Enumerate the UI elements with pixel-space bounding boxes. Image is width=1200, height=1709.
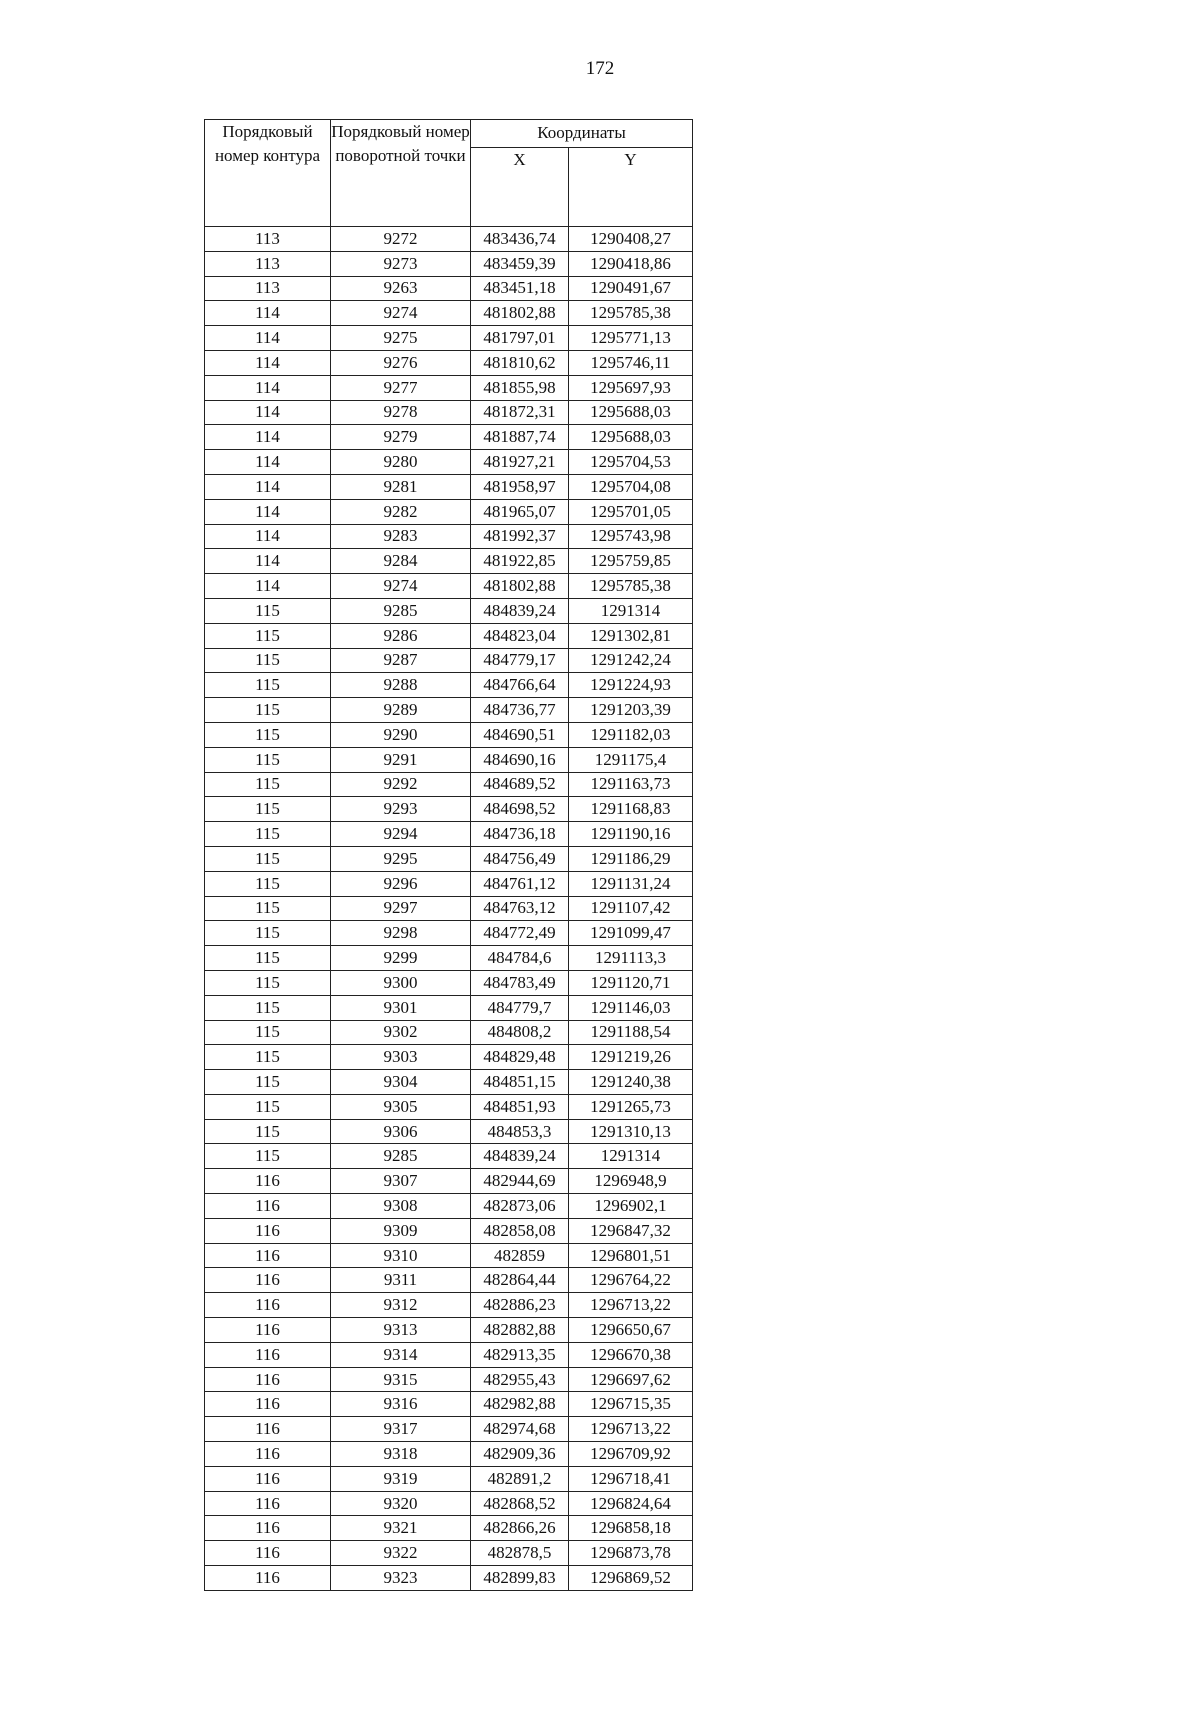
point-number-cell: 9305 xyxy=(331,1094,471,1119)
point-number-cell: 9289 xyxy=(331,698,471,723)
y-coordinate-cell: 1291265,73 xyxy=(569,1094,693,1119)
point-number-cell: 9285 xyxy=(331,598,471,623)
point-number-cell: 9299 xyxy=(331,946,471,971)
table-row xyxy=(205,921,693,946)
table-row xyxy=(205,1243,693,1268)
x-coordinate-cell: 483459,39 xyxy=(471,251,569,276)
y-coordinate-cell: 1291175,4 xyxy=(569,747,693,772)
y-coordinate-cell: 1296764,22 xyxy=(569,1268,693,1293)
point-number-cell: 9313 xyxy=(331,1318,471,1343)
table-row xyxy=(205,896,693,921)
point-number-cell: 9280 xyxy=(331,450,471,475)
point-number-cell: 9281 xyxy=(331,474,471,499)
table-row xyxy=(205,450,693,475)
table-row xyxy=(205,846,693,871)
y-coordinate-cell: 1295759,85 xyxy=(569,549,693,574)
contour-number-cell: 115 xyxy=(205,747,331,772)
table-row xyxy=(205,326,693,351)
y-coordinate-cell: 1296847,32 xyxy=(569,1218,693,1243)
y-coordinate-cell: 1296709,92 xyxy=(569,1442,693,1467)
x-coordinate-cell: 482866,26 xyxy=(471,1516,569,1541)
x-coordinate-cell: 481797,01 xyxy=(471,326,569,351)
point-number-cell: 9300 xyxy=(331,970,471,995)
contour-number-cell: 114 xyxy=(205,450,331,475)
x-coordinate-cell: 483451,18 xyxy=(471,276,569,301)
contour-number-cell: 114 xyxy=(205,549,331,574)
contour-number-cell: 115 xyxy=(205,970,331,995)
point-number-cell: 9285 xyxy=(331,1144,471,1169)
point-number-cell: 9321 xyxy=(331,1516,471,1541)
x-coordinate-cell: 481927,21 xyxy=(471,450,569,475)
point-number-cell: 9293 xyxy=(331,797,471,822)
table-row xyxy=(205,648,693,673)
contour-number-cell: 116 xyxy=(205,1516,331,1541)
point-number-cell: 9311 xyxy=(331,1268,471,1293)
contour-number-cell: 115 xyxy=(205,896,331,921)
table-row xyxy=(205,1491,693,1516)
y-coordinate-cell: 1291310,13 xyxy=(569,1119,693,1144)
y-coordinate-cell: 1296902,1 xyxy=(569,1194,693,1219)
contour-number-cell: 116 xyxy=(205,1318,331,1343)
contour-number-cell: 114 xyxy=(205,326,331,351)
contour-number-cell: 114 xyxy=(205,574,331,599)
contour-number-cell: 114 xyxy=(205,301,331,326)
point-number-cell: 9306 xyxy=(331,1119,471,1144)
x-coordinate-cell: 484779,17 xyxy=(471,648,569,673)
y-coordinate-cell: 1291224,93 xyxy=(569,673,693,698)
y-coordinate-cell: 1291168,83 xyxy=(569,797,693,822)
x-coordinate-cell: 484756,49 xyxy=(471,846,569,871)
x-coordinate-cell: 484761,12 xyxy=(471,871,569,896)
point-number-cell: 9273 xyxy=(331,251,471,276)
contour-number-cell: 116 xyxy=(205,1194,331,1219)
y-coordinate-cell: 1291302,81 xyxy=(569,623,693,648)
point-number-cell: 9312 xyxy=(331,1293,471,1318)
x-coordinate-cell: 482909,36 xyxy=(471,1442,569,1467)
x-coordinate-cell: 481802,88 xyxy=(471,574,569,599)
contour-number-cell: 114 xyxy=(205,524,331,549)
table-row xyxy=(205,1070,693,1095)
point-number-cell: 9263 xyxy=(331,276,471,301)
x-coordinate-cell: 484766,64 xyxy=(471,673,569,698)
contour-number-cell: 115 xyxy=(205,673,331,698)
y-coordinate-cell: 1296873,78 xyxy=(569,1541,693,1566)
contour-number-cell: 115 xyxy=(205,871,331,896)
x-coordinate-cell: 482868,52 xyxy=(471,1491,569,1516)
point-number-cell: 9279 xyxy=(331,425,471,450)
table-row xyxy=(205,1293,693,1318)
table-row xyxy=(205,524,693,549)
x-coordinate-cell: 484736,18 xyxy=(471,822,569,847)
y-coordinate-cell: 1291120,71 xyxy=(569,970,693,995)
contour-number-cell: 116 xyxy=(205,1367,331,1392)
table-row xyxy=(205,227,693,252)
y-coordinate-cell: 1296697,62 xyxy=(569,1367,693,1392)
table-row xyxy=(205,797,693,822)
point-number-cell: 9301 xyxy=(331,995,471,1020)
y-coordinate-cell: 1295743,98 xyxy=(569,524,693,549)
point-number-cell: 9317 xyxy=(331,1417,471,1442)
point-number-cell: 9275 xyxy=(331,326,471,351)
x-coordinate-cell: 484853,3 xyxy=(471,1119,569,1144)
point-number-cell: 9319 xyxy=(331,1466,471,1491)
y-coordinate-cell: 1295746,11 xyxy=(569,350,693,375)
y-coordinate-cell: 1291099,47 xyxy=(569,921,693,946)
x-coordinate-cell: 482913,35 xyxy=(471,1342,569,1367)
x-coordinate-cell: 482886,23 xyxy=(471,1293,569,1318)
y-coordinate-cell: 1291188,54 xyxy=(569,1020,693,1045)
y-coordinate-cell: 1291182,03 xyxy=(569,722,693,747)
point-number-cell: 9287 xyxy=(331,648,471,673)
table-row xyxy=(205,1541,693,1566)
point-number-cell: 9291 xyxy=(331,747,471,772)
point-number-cell: 9314 xyxy=(331,1342,471,1367)
point-number-cell: 9282 xyxy=(331,499,471,524)
y-coordinate-cell: 1296824,64 xyxy=(569,1491,693,1516)
y-coordinate-cell: 1291107,42 xyxy=(569,896,693,921)
contour-number-cell: 116 xyxy=(205,1342,331,1367)
table-row xyxy=(205,301,693,326)
point-number-cell: 9308 xyxy=(331,1194,471,1219)
point-number-cell: 9316 xyxy=(331,1392,471,1417)
y-coordinate-cell: 1295688,03 xyxy=(569,425,693,450)
table-row xyxy=(205,1045,693,1070)
y-coordinate-cell: 1290491,67 xyxy=(569,276,693,301)
y-coordinate-cell: 1295771,13 xyxy=(569,326,693,351)
table-row xyxy=(205,1020,693,1045)
table-row xyxy=(205,673,693,698)
point-number-cell: 9276 xyxy=(331,350,471,375)
point-number-cell: 9290 xyxy=(331,722,471,747)
point-number-cell: 9309 xyxy=(331,1218,471,1243)
header-contour-number: Порядковый номер контура xyxy=(205,120,331,227)
y-coordinate-cell: 1291242,24 xyxy=(569,648,693,673)
x-coordinate-cell: 482974,68 xyxy=(471,1417,569,1442)
y-coordinate-cell: 1295688,03 xyxy=(569,400,693,425)
x-coordinate-cell: 482944,69 xyxy=(471,1169,569,1194)
y-coordinate-cell: 1291203,39 xyxy=(569,698,693,723)
point-number-cell: 9284 xyxy=(331,549,471,574)
y-coordinate-cell: 1291186,29 xyxy=(569,846,693,871)
x-coordinate-cell: 481810,62 xyxy=(471,350,569,375)
table-row xyxy=(205,1367,693,1392)
contour-number-cell: 116 xyxy=(205,1243,331,1268)
y-coordinate-cell: 1290418,86 xyxy=(569,251,693,276)
table-row xyxy=(205,1566,693,1591)
header-coordinates: Координаты xyxy=(471,120,693,148)
x-coordinate-cell: 484698,52 xyxy=(471,797,569,822)
point-number-cell: 9318 xyxy=(331,1442,471,1467)
x-coordinate-cell: 481922,85 xyxy=(471,549,569,574)
contour-number-cell: 115 xyxy=(205,1144,331,1169)
y-coordinate-cell: 1296869,52 xyxy=(569,1566,693,1591)
contour-number-cell: 115 xyxy=(205,623,331,648)
point-number-cell: 9288 xyxy=(331,673,471,698)
x-coordinate-cell: 484823,04 xyxy=(471,623,569,648)
contour-number-cell: 113 xyxy=(205,227,331,252)
y-coordinate-cell: 1296713,22 xyxy=(569,1293,693,1318)
y-coordinate-cell: 1295704,53 xyxy=(569,450,693,475)
table-row xyxy=(205,598,693,623)
x-coordinate-cell: 481802,88 xyxy=(471,301,569,326)
contour-number-cell: 116 xyxy=(205,1417,331,1442)
table-row xyxy=(205,946,693,971)
x-coordinate-cell: 484783,49 xyxy=(471,970,569,995)
point-number-cell: 9294 xyxy=(331,822,471,847)
point-number-cell: 9278 xyxy=(331,400,471,425)
point-number-cell: 9283 xyxy=(331,524,471,549)
contour-number-cell: 113 xyxy=(205,276,331,301)
x-coordinate-cell: 484784,6 xyxy=(471,946,569,971)
y-coordinate-cell: 1291113,3 xyxy=(569,946,693,971)
header-x: X xyxy=(471,148,569,227)
contour-number-cell: 115 xyxy=(205,722,331,747)
contour-number-cell: 115 xyxy=(205,846,331,871)
contour-number-cell: 115 xyxy=(205,598,331,623)
table-row xyxy=(205,474,693,499)
table-row xyxy=(205,871,693,896)
table-row xyxy=(205,1119,693,1144)
x-coordinate-cell: 482873,06 xyxy=(471,1194,569,1219)
x-coordinate-cell: 482955,43 xyxy=(471,1367,569,1392)
contour-number-cell: 115 xyxy=(205,1119,331,1144)
table-row xyxy=(205,549,693,574)
contour-number-cell: 116 xyxy=(205,1466,331,1491)
point-number-cell: 9322 xyxy=(331,1541,471,1566)
point-number-cell: 9303 xyxy=(331,1045,471,1070)
y-coordinate-cell: 1295785,38 xyxy=(569,301,693,326)
point-number-cell: 9307 xyxy=(331,1169,471,1194)
y-coordinate-cell: 1291146,03 xyxy=(569,995,693,1020)
x-coordinate-cell: 484808,2 xyxy=(471,1020,569,1045)
table-row xyxy=(205,747,693,772)
table-row xyxy=(205,1417,693,1442)
contour-number-cell: 115 xyxy=(205,822,331,847)
table-row xyxy=(205,1218,693,1243)
contour-number-cell: 115 xyxy=(205,1094,331,1119)
x-coordinate-cell: 484689,52 xyxy=(471,772,569,797)
table-row xyxy=(205,276,693,301)
contour-number-cell: 116 xyxy=(205,1218,331,1243)
contour-number-cell: 115 xyxy=(205,1045,331,1070)
table-row xyxy=(205,350,693,375)
x-coordinate-cell: 481965,07 xyxy=(471,499,569,524)
table-row xyxy=(205,822,693,847)
table-row xyxy=(205,1268,693,1293)
table-row xyxy=(205,698,693,723)
point-number-cell: 9315 xyxy=(331,1367,471,1392)
point-number-cell: 9274 xyxy=(331,574,471,599)
point-number-cell: 9320 xyxy=(331,1491,471,1516)
contour-number-cell: 116 xyxy=(205,1169,331,1194)
table-row xyxy=(205,574,693,599)
x-coordinate-cell: 481872,31 xyxy=(471,400,569,425)
point-number-cell: 9310 xyxy=(331,1243,471,1268)
header-y: Y xyxy=(569,148,693,227)
x-coordinate-cell: 484851,93 xyxy=(471,1094,569,1119)
contour-number-cell: 116 xyxy=(205,1566,331,1591)
x-coordinate-cell: 484779,7 xyxy=(471,995,569,1020)
y-coordinate-cell: 1296718,41 xyxy=(569,1466,693,1491)
table-row xyxy=(205,1466,693,1491)
point-number-cell: 9304 xyxy=(331,1070,471,1095)
x-coordinate-cell: 484839,24 xyxy=(471,1144,569,1169)
contour-number-cell: 114 xyxy=(205,375,331,400)
point-number-cell: 9297 xyxy=(331,896,471,921)
table-row xyxy=(205,1144,693,1169)
x-coordinate-cell: 482982,88 xyxy=(471,1392,569,1417)
x-coordinate-cell: 482878,5 xyxy=(471,1541,569,1566)
point-number-cell: 9272 xyxy=(331,227,471,252)
x-coordinate-cell: 484763,12 xyxy=(471,896,569,921)
point-number-cell: 9302 xyxy=(331,1020,471,1045)
contour-number-cell: 115 xyxy=(205,921,331,946)
table-row xyxy=(205,1094,693,1119)
y-coordinate-cell: 1291240,38 xyxy=(569,1070,693,1095)
table-row xyxy=(205,995,693,1020)
point-number-cell: 9295 xyxy=(331,846,471,871)
contour-number-cell: 114 xyxy=(205,425,331,450)
contour-number-cell: 115 xyxy=(205,946,331,971)
point-number-cell: 9323 xyxy=(331,1566,471,1591)
x-coordinate-cell: 484736,77 xyxy=(471,698,569,723)
y-coordinate-cell: 1291163,73 xyxy=(569,772,693,797)
x-coordinate-cell: 482891,2 xyxy=(471,1466,569,1491)
table-row xyxy=(205,400,693,425)
contour-number-cell: 116 xyxy=(205,1541,331,1566)
x-coordinate-cell: 484851,15 xyxy=(471,1070,569,1095)
x-coordinate-cell: 482864,44 xyxy=(471,1268,569,1293)
y-coordinate-cell: 1296858,18 xyxy=(569,1516,693,1541)
x-coordinate-cell: 484772,49 xyxy=(471,921,569,946)
y-coordinate-cell: 1295785,38 xyxy=(569,574,693,599)
contour-number-cell: 115 xyxy=(205,995,331,1020)
table-row xyxy=(205,375,693,400)
contour-number-cell: 115 xyxy=(205,772,331,797)
y-coordinate-cell: 1296715,35 xyxy=(569,1392,693,1417)
contour-number-cell: 115 xyxy=(205,1020,331,1045)
y-coordinate-cell: 1291314 xyxy=(569,1144,693,1169)
contour-number-cell: 116 xyxy=(205,1442,331,1467)
point-number-cell: 9292 xyxy=(331,772,471,797)
table-row xyxy=(205,1392,693,1417)
y-coordinate-cell: 1291219,26 xyxy=(569,1045,693,1070)
x-coordinate-cell: 483436,74 xyxy=(471,227,569,252)
y-coordinate-cell: 1291314 xyxy=(569,598,693,623)
table-row xyxy=(205,1169,693,1194)
table-row xyxy=(205,1516,693,1541)
coordinates-table xyxy=(204,119,693,1591)
y-coordinate-cell: 1295701,05 xyxy=(569,499,693,524)
x-coordinate-cell: 481887,74 xyxy=(471,425,569,450)
point-number-cell: 9286 xyxy=(331,623,471,648)
x-coordinate-cell: 482899,83 xyxy=(471,1566,569,1591)
contour-number-cell: 116 xyxy=(205,1491,331,1516)
y-coordinate-cell: 1295704,08 xyxy=(569,474,693,499)
x-coordinate-cell: 482859 xyxy=(471,1243,569,1268)
contour-number-cell: 114 xyxy=(205,400,331,425)
table-body xyxy=(205,227,693,1591)
x-coordinate-cell: 484829,48 xyxy=(471,1045,569,1070)
contour-number-cell: 115 xyxy=(205,797,331,822)
contour-number-cell: 113 xyxy=(205,251,331,276)
contour-number-cell: 116 xyxy=(205,1293,331,1318)
contour-number-cell: 116 xyxy=(205,1392,331,1417)
x-coordinate-cell: 482882,88 xyxy=(471,1318,569,1343)
table-row xyxy=(205,623,693,648)
contour-number-cell: 114 xyxy=(205,474,331,499)
table-row xyxy=(205,1342,693,1367)
y-coordinate-cell: 1290408,27 xyxy=(569,227,693,252)
y-coordinate-cell: 1291131,24 xyxy=(569,871,693,896)
contour-number-cell: 116 xyxy=(205,1268,331,1293)
contour-number-cell: 114 xyxy=(205,499,331,524)
contour-number-cell: 115 xyxy=(205,698,331,723)
table-row xyxy=(205,425,693,450)
y-coordinate-cell: 1296650,67 xyxy=(569,1318,693,1343)
x-coordinate-cell: 484839,24 xyxy=(471,598,569,623)
x-coordinate-cell: 482858,08 xyxy=(471,1218,569,1243)
header-point-number: Порядковый номер поворотной точки xyxy=(331,120,471,227)
x-coordinate-cell: 484690,51 xyxy=(471,722,569,747)
point-number-cell: 9296 xyxy=(331,871,471,896)
contour-number-cell: 115 xyxy=(205,648,331,673)
point-number-cell: 9274 xyxy=(331,301,471,326)
y-coordinate-cell: 1296948,9 xyxy=(569,1169,693,1194)
table-row xyxy=(205,251,693,276)
contour-number-cell: 114 xyxy=(205,350,331,375)
x-coordinate-cell: 481992,37 xyxy=(471,524,569,549)
y-coordinate-cell: 1296713,22 xyxy=(569,1417,693,1442)
table-row xyxy=(205,970,693,995)
y-coordinate-cell: 1296801,51 xyxy=(569,1243,693,1268)
table-row xyxy=(205,1318,693,1343)
x-coordinate-cell: 484690,16 xyxy=(471,747,569,772)
table-row xyxy=(205,772,693,797)
x-coordinate-cell: 481855,98 xyxy=(471,375,569,400)
y-coordinate-cell: 1295697,93 xyxy=(569,375,693,400)
point-number-cell: 9298 xyxy=(331,921,471,946)
x-coordinate-cell: 481958,97 xyxy=(471,474,569,499)
y-coordinate-cell: 1291190,16 xyxy=(569,822,693,847)
contour-number-cell: 115 xyxy=(205,1070,331,1095)
point-number-cell: 9277 xyxy=(331,375,471,400)
y-coordinate-cell: 1296670,38 xyxy=(569,1342,693,1367)
table-row xyxy=(205,1442,693,1467)
table-row xyxy=(205,1194,693,1219)
page-number: 172 xyxy=(585,58,615,79)
table-row xyxy=(205,499,693,524)
table-row xyxy=(205,722,693,747)
